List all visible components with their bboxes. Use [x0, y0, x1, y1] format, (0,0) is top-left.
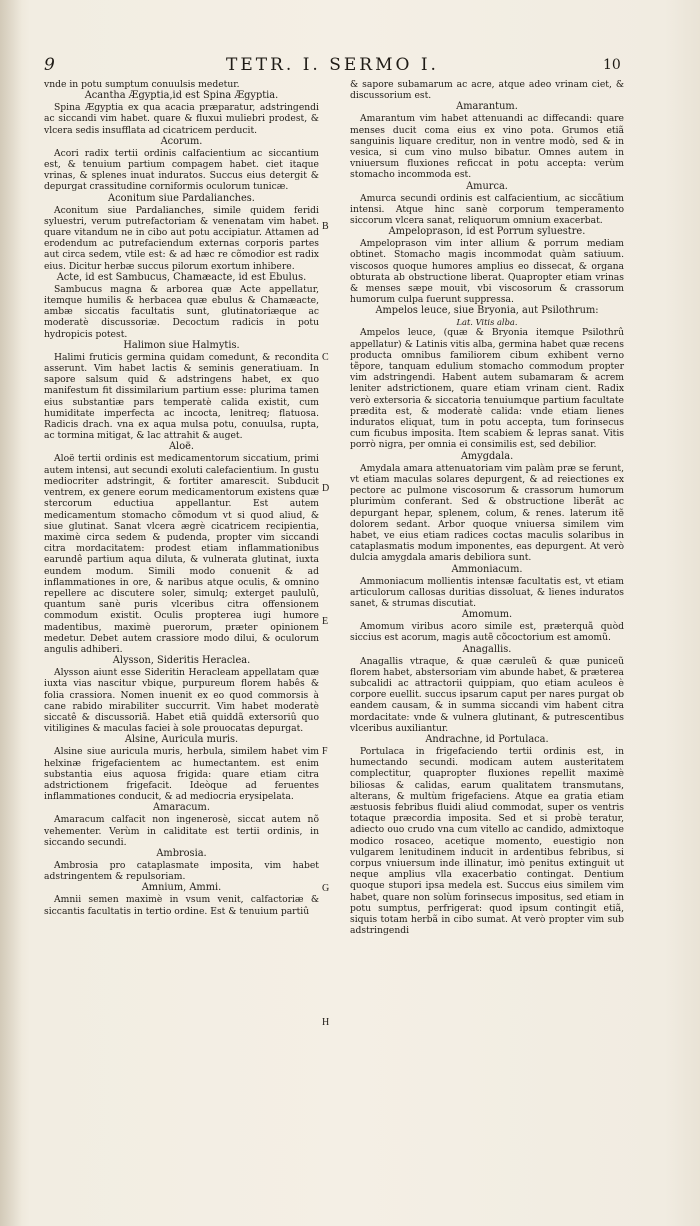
entry-heading: Halimon siue Halmytis.: [123, 339, 240, 351]
entry-paragraph: Spina Ægyptia ex qua acacia præparatur, adstringendi ac siccandi vim habet. quare & fluxui muliebri prodest, & vlcera sedis insufflata ad cicatricem perducit.: [44, 102, 319, 136]
entry-heading: Ambrosia.: [156, 847, 207, 859]
running-title: TETR. I. SERMO I.: [226, 55, 439, 75]
right-text-column: [350, 79, 624, 936]
entry-paragraph: Aconitum siue Pardalianches, simile quidem feridi syluestri, verum putrefactoriam & venenatam vim habet. quare vitandum ne in cibo aut potu accipiatur. Attamen ad erodendum ac putrefaciendum externas corporis partes aut circa sedem, vtile est: & ad hæc re cõmodior est radix eius. Dicitur herbæ succus pilorum exortum inhibere.: [44, 204, 319, 272]
page-gutter-shadow: [0, 0, 22, 1226]
entry-heading: Amygdala.: [460, 450, 514, 462]
entry-heading: Aconitum siue Pardalianches.: [108, 192, 255, 204]
entry-paragraph: Portulaca in frigefaciendo tertii ordinis est, in humectando secundi. modicam autem austeritatem complectitur, quapropter fluxiones repellit maximè biliosas & calidas, earum qualitatem transmutans, alterans, & multùm frigefaciens. Atque ea gratia etiam æstuosis febribus fluidi aliud commodat, super os ventris totaque præcordia imposita. Sed et si probè teratur, adiecto ouo crudo vna cum vitello ac candido, admixtoque modico rosaceo, acetique momento, euestigio non vulgarem lenitudinem inducit in ardentibus febribus, si corpus vniuersum inde illinatur, imò penitus extinguit ut neque amplius vlla exacerbatio contingat. Dentium quoque stupori ipsa medela est. Succus eius similem vim habet, quare non solùm forinsecus impositus, sed etiam in potu sumptus, perfrigerat: quod ipsum contingit etiã, siquis totam herbã in cibo sumat. At verò propter vim sub adstringendi: [350, 745, 624, 937]
entry-heading: Alysson, Sideritis Heraclea.: [112, 655, 251, 667]
entry-paragraph: Ampeloprason vim inter allium & porrum mediam obtinet. Stomacho magis incommodat quàm satiuum. viscosos quoque humores amplius eo dissecat, & organa obturata ab obstructione liberat. Quapropter etiam vrinas & menses sæpe mouit, vbi viscosorum & crassorum humorum culpa fuerunt suppressa.: [350, 238, 624, 306]
entry-paragraph: Alsine siue auricula muris, herbula, similem habet vim helxinæ frigefacientem ac humectantem. est enim substantia eius aquosa frigida: quare etiam citra adstrictionem frigefacit. Ideòque ad feruentes inflammationes conducit, & ad mediocria erysipelata.: [44, 746, 319, 803]
entry-paragraph: Ampelos leuce, (quæ & Bryonia itemque Psilothrû appellatur) & Latinis vitis alba, germina habet quæ recens producta omnibus familiorem cibum exhibent verno tẽpore, tanquam edulium stomacho commodum propter vim adstringendi. Habent autem subamaram & acrem leniter adstrictionem, quare etiam vrinam cient. Radix verò extersoria & siccatoria tenuiumque partium facultate prædita est, & moderatè calida: vnde etiam lienes induratos eliquat, tum in potu accepta, tum forinsecus cum ficubus imposita. Item scabiem & lepras sanat. Vitis porrò nigra, per omnia ei consimilis est, sed debilior.: [350, 327, 624, 451]
margin-letter-c: C: [322, 352, 329, 363]
entry-heading: Ampeloprason, id est Porrum syluestre.: [388, 226, 586, 238]
entry-paragraph: Acori radix tertii ordinis calfacientium ac siccantium est, & tenuium partium compagem habet. ciet itaque vrinas, & splenes inuat induratos. Succus eius detergit & depurgat crassitudine corniformis oculorum tunicæ.: [44, 147, 319, 193]
entry-heading: Acantha Ægyptia,id est Spina Ægyptia.: [84, 90, 279, 102]
continued-paragraph: & sapore subamarum ac acre, atque adeo vrinam ciet, & discussorium est.: [350, 79, 624, 102]
entry-paragraph: Alysson aiunt esse Sideritin Heracleam appellatam quæ iuxta vias nascitur vbique, purpureum florem habês & folia crassiora. Nomen inuenit ex eo quod commorsis à cane rabido mirabiliter succurrit. Vim habet moderatè siccatê & discussoriã. Habet etiã quiddã extersoriû quo vitiligines & maculas faciei à sole prouocatas depurgat.: [44, 667, 319, 735]
entry-paragraph: Amaracum calfacit non ingenerosè, siccat autem nõ vehementer. Verùm in caliditate est tertii ordinis, in siccando secundi.: [44, 814, 319, 848]
entry-heading: Acte, id est Sambucus, Chamæacte, id est Ebulus.: [56, 271, 307, 283]
left-folio-number: 9: [44, 55, 55, 75]
entry-heading: Amomum.: [461, 609, 513, 621]
entry-heading: Amaracum.: [153, 802, 210, 814]
entry-heading: Andrachne, id Portulaca.: [425, 733, 549, 745]
entry-heading: Ampelos leuce, siue Bryonia, aut Psilothrum:: [375, 305, 599, 317]
margin-letter-h: H: [322, 1017, 330, 1028]
entry-paragraph: Anagallis vtraque, & quæ cæruleũ & quæ puniceũ florem habet, abstersoriam vim abunde habet, & præterea subcalidi ac attractorii quippiam, quo etiam aculeos è corpore euellit. succus ipsarum caput per nares purgat ob eandem causam, & in summa siccandi vim habent citra mordacitate: vnde & vulnera glutinant, & putrescentibus vlceribus auxiliantur.: [350, 655, 624, 734]
entry-heading: Anagallis.: [462, 643, 512, 655]
margin-letter-e: E: [322, 616, 329, 627]
continued-paragraph: vnde in potu sumptum conuulsis medetur.: [44, 79, 240, 90]
entry-paragraph: Amomum viribus acoro simile est, præterquã quòd siccius est acorum, magis autẽ cõcoctorium est amomũ.: [350, 621, 624, 644]
margin-letter-b: B: [322, 221, 329, 232]
entry-heading: Amnium, Ammi.: [141, 882, 222, 894]
entry-paragraph: Amurca secundi ordinis est calfacientium, ac siccãtium intensi. Atque hinc sanè corporum temperamento siccorum vlcera sanat, reliquorum omnium exacerbat.: [350, 192, 624, 227]
entry-paragraph: Amnii semen maximè in vsum venit, calfactoriæ & siccantis facultatis in tertio ordine. Est & tenuium partiû: [44, 894, 319, 917]
entry-paragraph: Amydala amara attenuatoriam vim palàm præ se ferunt, vt etiam maculas solares depurgent, & ad reiectiones ex pectore ac pulmone viscosorum & crassorum humorum plurimùm conferant. Sed & obstructione liberãt ac depurgant hepar, splenem, colum, & renes. laterum itẽ dolorem sedant. Arbor quoque vniuersa similem vim habet, ve eius etiam radices coctas maculis solaribus in cataplasmatis modum imponentes, eas depurgent. At verò dulcia amygdala amaris debiliora sunt.: [350, 462, 624, 564]
entry-paragraph: Aloë tertii ordinis est medicamentorum siccatium, primi autem intensi, aut secundi exoluti calefacientium. In gustu mediocriter adstringit, & fortiter amarescit. Subducit ventrem, ex genere eorum medicamentorum existens quæ stercorum eductiua appellantur. Est autem medicamentum stomacho cõmodum vt si quod aliud, & siue glutinat. Sanat vlcera ægrè cicatricem recipientia, maximè circa sedem & pudenda, propter vim siccandi citra mordacitatem: prodest etiam inflammationibus earundê partium aqua diluta, & vulnerata glutinat, iuxta eundem modum. Simili modo conuenit & ad inflammationes in ore, & naribus atque oculis, & omnino repellere ac discutere soler, simulq; exterget paululû, quantum sanè puris vlceribus citra offensionem commodum existit. Oculis propterea iugi humore madentibus, maximè puerorum, præter opinionem medetur. Debet autem crassiore modo dilui, & oculorum angulis adhiberi.: [44, 453, 319, 655]
margin-letter-g: G: [322, 883, 330, 894]
entry-paragraph: Sambucus magna & arborea quæ Acte appellatur, itemque humilis & herbacea quæ ebulus & Chamæacte, ambæ siccatis facultatis sunt, glutinatoriæque ac moderatè discussoriæ. Decoctum radicis in potu hydropicis potest.: [44, 283, 319, 340]
entry-heading: Ammoniacum.: [451, 563, 523, 575]
entry-heading: Alsine, Auricula muris.: [124, 734, 239, 746]
left-text-column: [44, 79, 319, 917]
running-header: [0, 55, 700, 79]
right-folio-number: 10: [603, 57, 621, 73]
entry-paragraph: Halimi fruticis germina quidam comedunt, & recondita asserunt. Vim habet lactis & seminis generatiuam. In sapore salsum quid & adstringens habet, ex quo manifestum fit dissimilarium partium esse: plurima tamen eius substantiæ pars temperatè calida existit, cum humiditate imperfecta ac incocta, lenitreq; flatuosa. Radicis drach. vna ex aqua mulsa potu, conuulsa, rupta, ac tormina mitigat, & lac attrahit & auget.: [44, 351, 319, 442]
margin-letter-d: D: [322, 483, 330, 494]
entry-subheading: Lat. Vitis alba.: [456, 317, 518, 328]
entry-heading: Aloë.: [168, 441, 195, 453]
entry-heading: Amurca.: [466, 180, 508, 192]
entry-paragraph: Ammoniacum mollientis intensæ facultatis est, vt etiam articulorum callosas duritias dissoluat, & lienes induratos sanet, & strumas discutiat.: [350, 575, 624, 609]
entry-paragraph: Amarantum vim habet attenuandi ac diffecandi: quare menses ducit coma eius ex vino pota. Grumos etiã sanguinis liquare creditur, non in ventre modò, sed & in vesica, si cum vino mulso bibatur. Omnes autem in vniuersum fluxiones reficcat in potu accepta: verùm stomacho incommoda est.: [350, 113, 624, 181]
entry-heading: Amarantum.: [456, 101, 518, 113]
entry-heading: Acorum.: [160, 135, 203, 147]
entry-paragraph: Ambrosia pro cataplasmate imposita, vim habet adstringentem & repulsoriam.: [44, 859, 319, 883]
margin-letter-f: F: [322, 746, 328, 757]
